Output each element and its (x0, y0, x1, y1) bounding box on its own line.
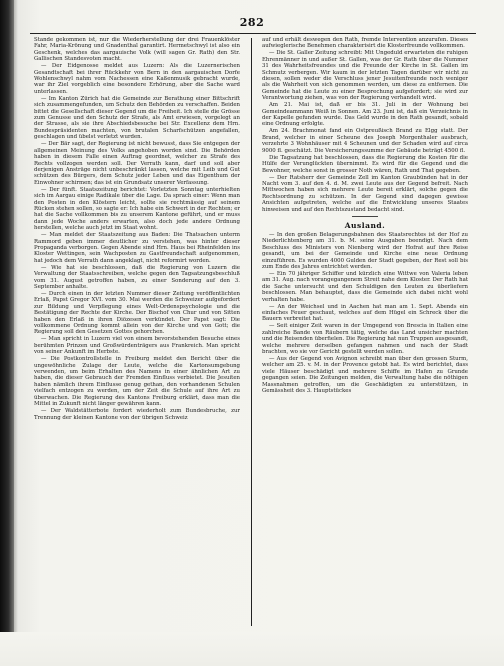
article-paragraph: — Die St. Galler Zeitung schreibt: Mit Ungeduld erwarteten die ruhigen Ehrenmänner in und außer St. Gallen, was der Gr. Rath über die Nummer 31 des Wahrheitsfreundes und die Freunde der Kirche in St. Gallen im Schmutz verbergen. Wir kaum in der letzten Tagen darüber wir nicht zu diesen, sollen weder die Verschluss jener Jesuitenfreunde noch weniger als die Wahrheit von sich genommen werden, um diese zu entfernen. Die Gemeinde hat die Leute zu einer Besprechung aufgefordert; sie wird zur Verantwortung ziehen, was von der Regierung verhandelt wird. (262, 50, 468, 102)
page-number: 282 (239, 16, 265, 29)
article-paragraph: — Die Postkontrollstelle in Freiburg meldet den Bericht über die ungewöhnliche Zulage der Leute, welche die Kartonsumgebung verwenden, um beim Erhalten des Namens in einer ähnlichen Art zu haben, die dieser Gebrauch der Fremden Einfluss verbietet. Die Jesuiten haben nämlich ihrem Einflusse genug gethan, den vorhandenen Schulen vielfach entzogen zu werden, um der Zeit die Schule auf ihre Art zu überwachen. Die Regierung des Kantons Freiburg erklärt, dass man die Mittel in Zukunft nicht länger gewähren kann. (34, 356, 240, 408)
bottom-margin (0, 632, 504, 666)
article-paragraph: — Der Waldstätterbote fordert wiederholt zum Bundesbruche, zur Trennung der kleinen Kantone von der übrigen Schweiz (34, 408, 240, 421)
left-column (34, 37, 240, 627)
article-paragraph: — Durch einen in der letzten Nummer dieser Zeitung veröffentlichten Erlaß, Papst Gregor XVI. vom 30. Mai werden die Schweizer aufgefordert zur Bildung und Verpflegung eines Welt-Ordenspsychologie und die Bestätigung der Rechte der Kirche. Der Bischof von Chur und von Sitten haben den Erlaß in ihren Diözesen verkündet. Der Papst sagt: Die vollkommene Ordnung kommt allein von der Kirche und von Gott; die Regierung soll den Gesetzen Gottes gehorchen. (34, 291, 240, 336)
article-paragraph: auf und erhält deswegen den Rath, fremde Intervention anzurufen. Dieses aufwieglerische Benehmen charakterisirt die Klosterfreunde vollkommen. (262, 37, 468, 50)
article-paragraph: — Wie hat sie beschlossen, daß die Regierung von Luzern die Verwaltung der Staatsschreiben, welche gegen den Tagsatzungsbeschluß vom 31. August getroffen haben, zu einer Sonderung auf den 3. September anhalte. (34, 264, 240, 290)
right-column-top (262, 37, 468, 213)
article-paragraph: — Aus der Gegend von Avignon schreibt man über den grossen Sturm, welcher am 25. v. M. in der Provence getobt hat. Es wird berichtet, dass viele Häuser beschädigt und mehrere Schiffe im Hafen zu Grunde gegangen seien. Die Zeitungen melden, die Verwaltung habe die nöthigen Massnahmen getroffen, um die Geschädigten zu unterstützen, in Gemässheit des 3. Hauptstückes (262, 356, 468, 395)
section-heading-ausland: Ausland. (344, 220, 386, 230)
header-rule (30, 33, 476, 34)
article-paragraph: Am 24. Brachmonat fand ein Ostpreußisch Brand zu Elgg statt. Der Brand, welcher in einer Scheune des Joseph Morgenthaler ausbrach, verzehrte 3 Wohnhäuser mit 4 Scheunen und der Schaden wird auf circa 9000 fl. geschätzt. Die Versicherungssumme der Gebäude beträgt 4500 fl. (262, 128, 468, 154)
article-paragraph: — Man meldet der Staatszeitung aus Baden: Die Thatsachen unterm Rammord geben immer deutlicher zu verstehen, was hinter dieser Propaganda verborgen. Gegen Abende sind Hrn. Haus bei Rheinfelden ins Kloster Wettingen, sein Wachposten zu Gastfreundschaft aufgenommen, hat jedoch dem Verrath dann angeklagt, nicht reformirt worden. (34, 232, 240, 264)
article-paragraph: — Ein 70 jähriger Schiffer und kürzlich eine Wittwe von Valeria leben am 31. Aug. nach vorangegangenem Streit nahe dem Kloster. Der Rath hat die Sache untersucht und den Schuldigen den Leuten zu überliefern beschlossen. Man behauptet, dass die Gemeinde sich dabei nicht wohl verhalten habe. (262, 270, 468, 303)
section-separator (352, 216, 378, 217)
article-paragraph: — Der fünft. Staatszeitung berichtet: Vorletzten Sonntag unterhielten sich im Aargau einige Radikale über die Lage. Da sprach einer: Wenn man den Posten in den Klöstern leicht, sollte sie rechtmässig auf seinem Rücken stehen sollen, so sagte er: Ich habe ein Schwert in der Rechten; er hat die Sache vollkommen bis zu unserem Kantone geführt, und er muss dann jede Woche anders erwarten, also doch jede andere Ordnung herstellen, welche auch jetzt im Staat wohnt. (34, 186, 240, 232)
column-divider (251, 38, 252, 626)
article-paragraph: — Der Ratsherr der Gemeinde Zell im Kanton Graubünden hat in der Nacht vom 3. auf den 4. d. M. zwei Leute aus der Gegend befreit. Nach Mittwochen haben sich mehrere Leute bereit erklärt, solche gegen die Rechtsordnung zu schützen. In der Gegend sind dagegen gewisse Ansichten aufgetreten, welche auf die Entwicklung unseres Staates hinweisen und auf den Rechtszustand bedacht sind. (262, 174, 468, 213)
book-binding-shadow (0, 0, 14, 666)
right-column-bottom (262, 232, 468, 395)
article-paragraph: Am 21. Mai ist, daß er bis 31. Juli in der Wohnung bei Gemeindeammann Weiß in Sonnen. Am 23. Juni ist, daß ein Verzeichnis in der Kapelle gefunden wurde. Das Geld wurde in den Rath gesandt, sobald eine Ordnung erfolgte. (262, 102, 468, 128)
article-paragraph: — Im Kanton Zürich hat die Gemeinde zur Berathung einer Bittschrift sich zusammengefunden, um Schutz den Behörden zu verschaffen. Beiden bittet die Gesellschaft dieser Gegend um die Freiheit. Ich stelle die Grösse zum Genusse und den Schutz der Strafe, als Amt erwiesen, vorgelegt an der Strasse, als sie ihre Abschiedsbesuche bei Str. Excellenz dem Hrn. Bundespräsidenten machten, von brutalen Scharfschützen angefallen, geschlagen und übelst verletzt wurden. (34, 95, 240, 141)
article-paragraph: — Der Eidgenosse meldet aus Luzern: Als die Luzernerischen Gesandtschaft bei ihrer Rückkehr von Bern in den aargauischen Dorfe Wohlenschwyl nahm vom Nachessen eine Kaßenmusik gebracht wurde, war ihr Ziel vorgeblich eine besondere Erhörung, aber die Sache ward unterlassen. (34, 63, 240, 95)
article-paragraph: Stande gekommen ist, nur die Wiederherstellung der drei Frauenklöster Fahr, Maria-Krönung und Gnadenthal garantirt. Hermetschwyl ist also ein Geschenk, welches das aargauische Volk (will sagen Gr. Rath) den Str. Gallischen Standesvoten macht. (34, 37, 240, 63)
article-paragraph: — An der Weichsel und in Aachen hat man am 1. Sept. Abends ein einfaches Feuer geschaut, welches auf dem Hügel ein Schreck über die Bauern verbreitet hat. (262, 303, 468, 323)
article-paragraph: — Man spricht in Luzern viel von einem bevorstehenden Besuche eines berühmten Prinzen und Großwürdenträgers aus Frankreich. Man spricht von seiner Ankunft im Herbste. (34, 336, 240, 356)
right-column (262, 37, 468, 627)
article-paragraph: — Seit einiger Zeit waren in der Umgegend von Brescia in Italien eine zahlreiche Bande von Räubern tätig, welche das Land unsicher machten und die Reisenden überfielen. Die Regierung hat nun Truppen ausgesandt, welche mehrere derselben gefangen nahmen und nach der Stadt brachten, wo sie vor Gericht gestellt werden sollen. (262, 323, 468, 356)
article-paragraph: Die Tagsatzung hat beschlossen, dass die Regierung die Kosten für die Hülfe der Verunglückten übernimmt. Es wird für die Gegend und die Bewohner, welche sonst in grosser Noth wären, Rath und That gegeben. (262, 154, 468, 174)
article-paragraph: — Der Bär sagt, der Regierung ist nicht bewusst, dass Sie entgegen der allgemeinen Meinung des Volks angehoben worden sind. Die Behörden haben in diesem Falle einen Auftrag geordnet, welcher zu Strafe des Rechts vollzogen werden soll. Der Verrath kann, darf und soll aber derjenigen Ansträge nicht unbeschränkt lassen, welche mit Leib und Gut schützen des Bürgers, dem Schutz jeder Leben und das Eigenthum der Einwohner schirmen; das ist ein Grundsatz unserer Verfassung. (34, 141, 240, 186)
article-paragraph: — In den großen Belagerungsbahnen des Staatsrechtes ist der Hof zu Niederlichtenberg am 31. b. M. seine Ausgaben beendigt. Nach dem Beschluss des Ministers von Nienberg wird der Hofrat auf ihre Reise gesandt, um bei der Gemeinde und Kirche eine neue Ordnung einzuführen. Es wurden 4000 Gulden der Stadt gegeben, der Rest soll bis zum Ende des Jahres entrichtet werden. (262, 231, 468, 270)
